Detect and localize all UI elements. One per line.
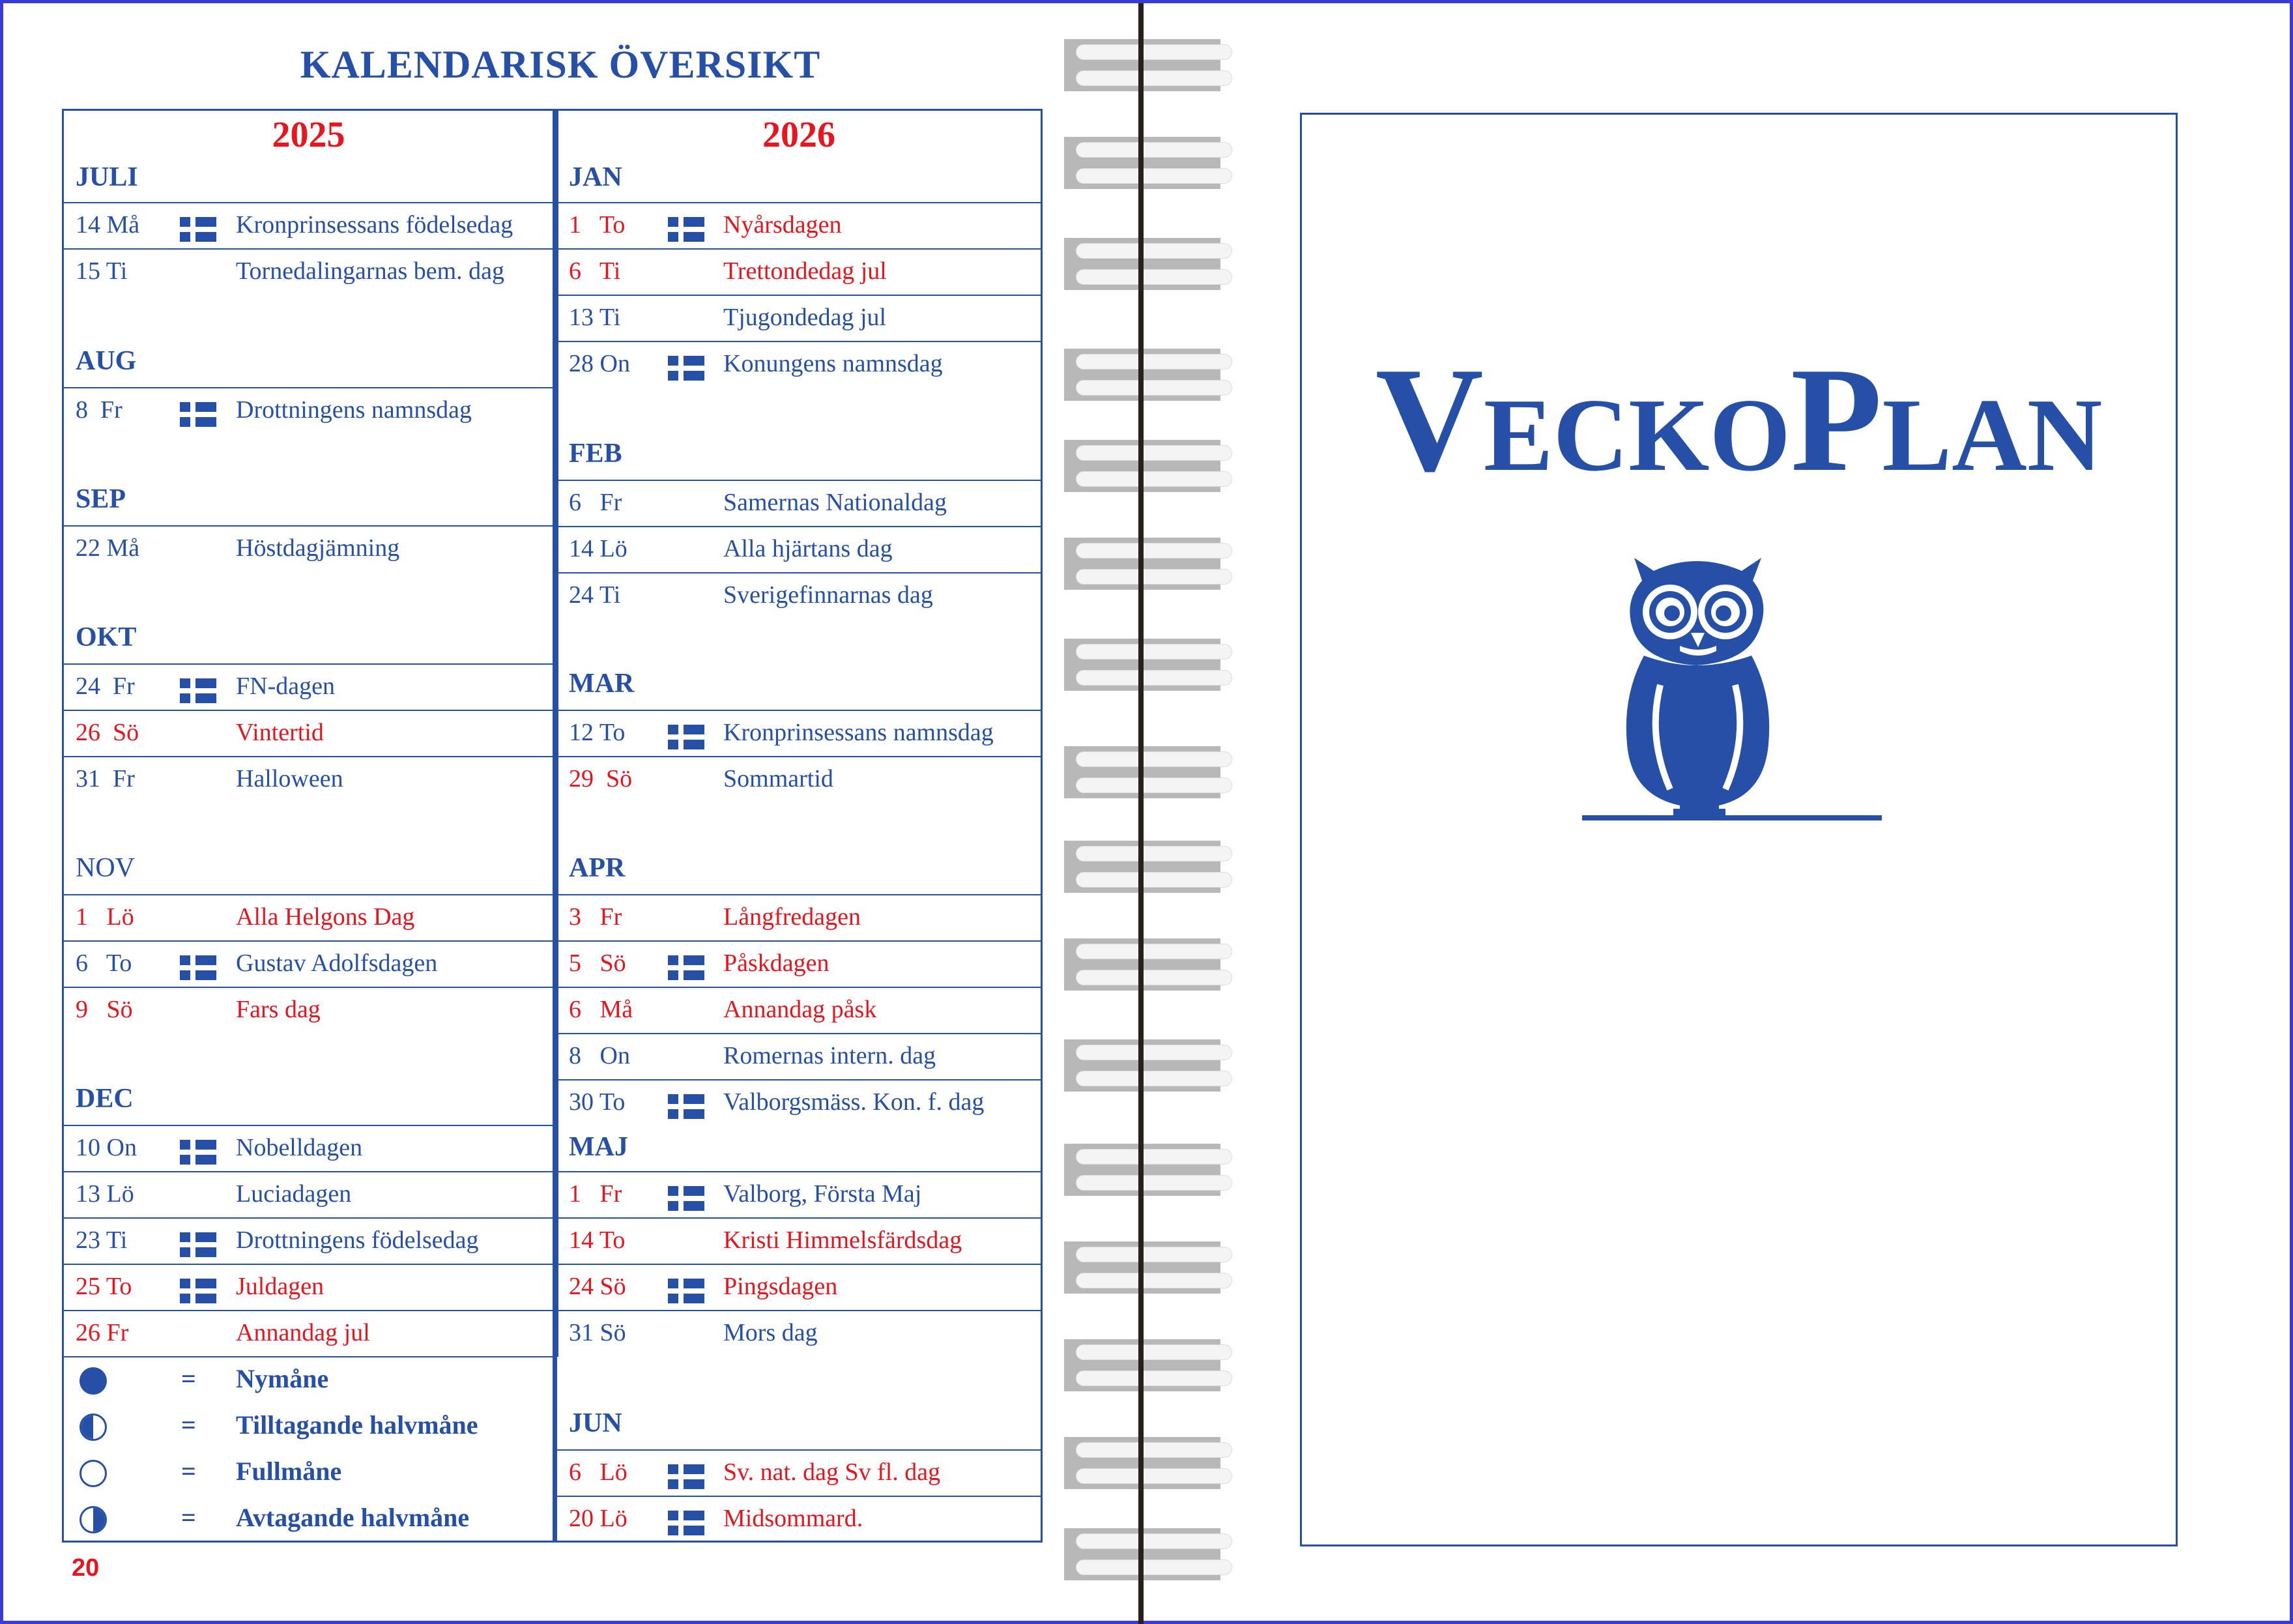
swedish-flag-icon	[668, 1094, 704, 1119]
column-2026	[555, 109, 1043, 1543]
list-item: 15 Ti Tornedalingarnas bem. dag	[76, 257, 505, 285]
legend-row: = Fullmåne	[64, 1449, 553, 1496]
swedish-flag-icon	[180, 678, 216, 703]
list-item: 30 To Valborgsmäss. Kon. f. dag	[557, 1080, 1041, 1126]
month-heading: MAJ	[569, 1132, 628, 1162]
swedish-flag-icon	[180, 1279, 216, 1303]
list-item: 29 Sö Sommartid	[569, 765, 833, 792]
new-moon-icon	[79, 1367, 107, 1395]
column-2025	[62, 109, 555, 1543]
year-label: 2026	[762, 115, 835, 155]
swedish-flag-icon	[668, 1186, 704, 1211]
full-moon-icon	[79, 1460, 107, 1487]
legend-row: = Avtagande halvmåne	[64, 1496, 553, 1542]
list-item: 6 To Gustav Adolfsdagen	[64, 941, 553, 987]
list-item: 22 Må Höstdagjämning	[76, 534, 400, 562]
swedish-flag-icon	[668, 1279, 704, 1303]
month-heading: JULI	[76, 162, 138, 192]
list-item: 1 Fr Valborg, Första Maj	[557, 1172, 1041, 1218]
list-item: 6 Fr Samernas Nationaldag	[569, 489, 947, 516]
swedish-flag-icon	[668, 1511, 704, 1535]
list-item: 9 Sö Fars dag	[76, 996, 321, 1023]
cover-page	[1300, 113, 2178, 1546]
month-heading: OKT	[76, 622, 137, 652]
swedish-flag-icon	[180, 402, 216, 427]
list-item: 1 To Nyårsdagen	[557, 203, 1041, 249]
legend-row: = Nymåne	[64, 1357, 553, 1403]
year-label: 2025	[272, 115, 345, 155]
list-item: 1 Lö Alla Helgons Dag	[76, 903, 415, 931]
list-item: 26 Sö Vintertid	[76, 719, 324, 746]
list-item: 14 Må Kronprinsessans födelsedag	[64, 203, 553, 249]
list-item: 28 On Konungens namnsdag	[557, 341, 1041, 388]
list-item: 8 Fr Drottningens namnsdag	[64, 388, 553, 434]
month-heading: JAN	[569, 162, 622, 192]
list-item: 25 To Juldagen	[64, 1264, 553, 1311]
list-item: 31 Sö Mors dag	[569, 1319, 818, 1346]
swedish-flag-icon	[180, 1140, 216, 1165]
list-item: 13 Ti Tjugondedag jul	[569, 304, 887, 331]
swedish-flag-icon	[668, 356, 704, 381]
month-heading: MAR	[569, 669, 635, 699]
month-heading: NOV	[76, 853, 135, 883]
list-item: 23 Ti Drottningens födelsedag	[64, 1218, 553, 1264]
list-item: 8 On Romernas intern. dag	[569, 1042, 936, 1069]
swedish-flag-icon	[668, 1464, 704, 1489]
list-item: 24 Fr FN-dagen	[64, 664, 553, 710]
month-heading: FEB	[569, 439, 622, 469]
list-item: 5 Sö Påskdagen	[557, 941, 1041, 987]
list-item: 6 Lö Sv. nat. dag Sv fl. dag	[557, 1450, 1041, 1496]
page-number: 20	[72, 1554, 100, 1582]
list-item: 12 To Kronprinsessans namnsdag	[557, 710, 1041, 757]
list-item: 24 Ti Sverigefinnarnas dag	[569, 581, 933, 609]
list-item: 3 Fr Långfredagen	[569, 903, 861, 931]
list-item: 6 Ti Trettondedag jul	[569, 257, 887, 285]
list-item: 13 Lö Luciadagen	[76, 1180, 352, 1208]
binding-spine	[1138, 3, 1144, 1624]
waxing-half-moon-icon	[79, 1414, 107, 1441]
swedish-flag-icon	[668, 725, 704, 749]
swedish-flag-icon	[180, 217, 216, 242]
month-heading: SEP	[76, 484, 126, 514]
month-heading: APR	[569, 853, 626, 883]
month-heading: DEC	[76, 1084, 134, 1114]
list-item: 24 Sö Pingsdagen	[557, 1264, 1041, 1311]
page-title: KALENDARISK ÖVERSIKT	[300, 43, 821, 86]
list-item: 14 Lö Alla hjärtans dag	[569, 535, 893, 562]
list-item: 10 On Nobelldagen	[64, 1125, 553, 1172]
legend-row: = Tilltagande halvmåne	[64, 1403, 553, 1449]
list-item: 20 Lö Midsommard.	[557, 1496, 1041, 1543]
waning-half-moon-icon	[79, 1506, 107, 1533]
list-item: 6 Må Annandag påsk	[569, 996, 877, 1023]
swedish-flag-icon	[180, 1232, 216, 1257]
list-item: 26 Fr Annandag jul	[76, 1319, 370, 1346]
list-item: 14 To Kristi Himmelsfärdsdag	[569, 1226, 962, 1254]
brand-logo: VECKOPLAN	[1375, 336, 2103, 502]
list-item: 31 Fr Halloween	[76, 765, 343, 792]
owl-icon	[1582, 542, 1882, 828]
swedish-flag-icon	[180, 955, 216, 980]
month-heading: AUG	[76, 346, 137, 376]
column-divider	[553, 109, 555, 1543]
swedish-flag-icon	[668, 955, 704, 980]
month-heading: JUN	[569, 1408, 622, 1438]
swedish-flag-icon	[668, 217, 704, 242]
